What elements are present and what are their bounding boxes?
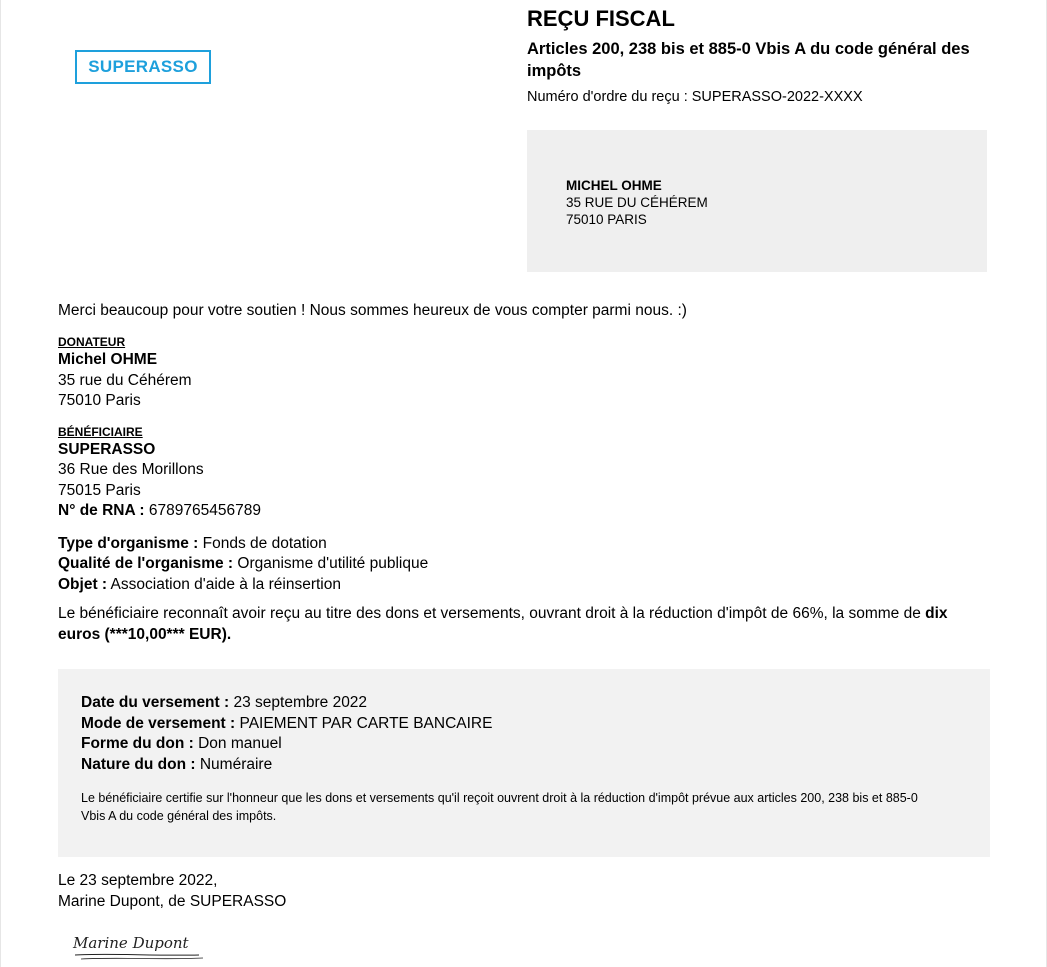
organization-logo: SUPERASSO — [75, 50, 211, 84]
page-title: REÇU FISCAL — [527, 6, 675, 31]
donor-section-label: DONATEUR — [58, 335, 126, 349]
recipient-city: 75010 PARIS — [566, 212, 647, 227]
recipient-address-block — [527, 130, 987, 272]
payment-mode — [81, 714, 990, 735]
signature-text: Marine Dupont — [73, 934, 189, 952]
acknowledgement-statement — [58, 604, 983, 645]
organization-object-value: Association d'aide à la réinsertion — [110, 575, 341, 593]
payment-mode-value: PAIEMENT PAR CARTE BANCAIRE — [239, 714, 493, 732]
payment-mode-label: Mode de versement : — [81, 714, 236, 732]
payment-date-value: 23 septembre 2022 — [233, 694, 368, 711]
organization-object-label: Objet : — [58, 575, 108, 593]
donor-city: 75010 Paris — [58, 392, 141, 409]
recipient-name: MICHEL OHME — [566, 178, 662, 193]
rna-number — [58, 501, 993, 522]
rna-value: 6789765456789 — [148, 502, 261, 519]
certification-statement: Le bénéficiaire certifie sur l'honneur que les dons et versements qu'il reçoit ouvrent droit à la réduction d'impôt prévue aux articles 200, 238 bis et 885-0 Vbis A du code général des impôts. — [81, 791, 918, 823]
donation-form-value: Don manuel — [198, 735, 282, 752]
thank-you-message: Merci beaucoup pour votre soutien ! Nous sommes heureux de vous compter parmi nous. :) — [58, 302, 687, 319]
signature-date: Le 23 septembre 2022, — [58, 872, 218, 889]
handwritten-signature — [71, 931, 211, 965]
organization-type — [58, 534, 993, 555]
rna-label: N° de RNA : — [58, 502, 145, 519]
organization-type-value: Fonds de dotation — [202, 534, 327, 552]
acknowledgement-text: Le bénéficiaire reconnaît avoir reçu au titre des dons et versements, ouvrant droit à la réduction d'impôt de 66%, la somme de — [58, 605, 921, 622]
donation-nature-value: Numéraire — [199, 755, 273, 773]
payment-date — [81, 693, 990, 714]
receipt-header — [527, 6, 997, 106]
organization-object — [58, 575, 993, 596]
recipient-street: 35 RUE DU CÉHÉREM — [566, 195, 708, 210]
receipt-body — [58, 300, 993, 645]
beneficiary-street: 36 Rue des Morillons — [58, 461, 204, 478]
donor-name: Michel OHME — [58, 351, 158, 368]
payment-details-box — [58, 669, 990, 857]
receipt-number: Numéro d'ordre du reçu : SUPERASSO-2022-XXXX — [527, 89, 863, 105]
beneficiary-section-label: BÉNÉFICIAIRE — [58, 424, 143, 439]
organization-quality-value: Organisme d'utilité publique — [237, 555, 429, 572]
donor-street: 35 rue du Céhérem — [58, 371, 192, 389]
payment-date-label: Date du versement : — [81, 694, 230, 711]
organization-quality — [58, 554, 993, 575]
beneficiary-name: SUPERASSO — [58, 440, 156, 458]
beneficiary-city: 75015 Paris — [58, 481, 141, 499]
closing-block — [58, 871, 286, 912]
donation-nature — [81, 755, 990, 776]
signatory-name: Marine Dupont, de SUPERASSO — [58, 892, 287, 910]
donation-form-label: Forme du don : — [81, 735, 194, 752]
donation-nature-label: Nature du don : — [81, 755, 196, 773]
organization-quality-label: Qualité de l'organisme : — [58, 555, 234, 572]
donation-form — [81, 734, 990, 755]
organization-type-label: Type d'organisme : — [58, 534, 199, 552]
donation-amount: dix euros (***10,00*** EUR). — [58, 605, 948, 643]
legal-articles-subtitle: Articles 200, 238 bis et 885-0 Vbis A du code général des impôts — [527, 40, 970, 80]
